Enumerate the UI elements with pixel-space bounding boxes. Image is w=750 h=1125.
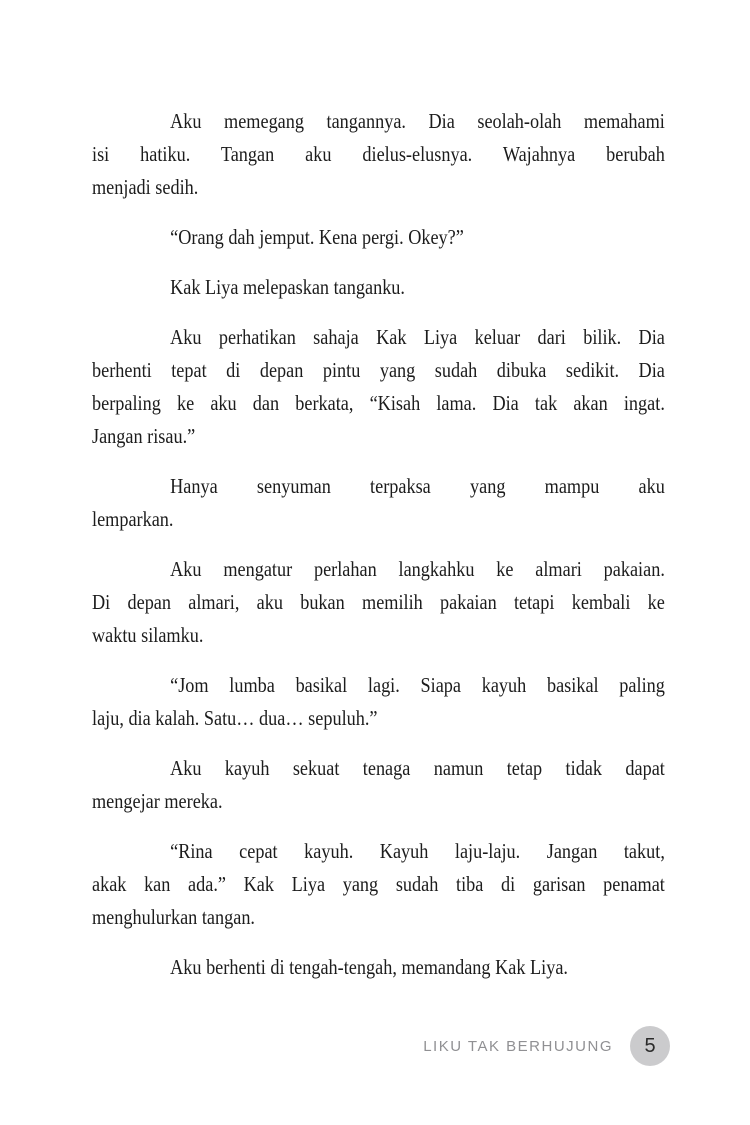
text-line: Di depan almari, aku bukan memilih pakaian tetapi kembali ke: [92, 590, 665, 614]
running-title: LIKU TAK BERHUJUNG: [423, 1037, 613, 1055]
text-line: berpaling ke aku dan berkata, “Kisah lama. Dia tak akan ingat.: [92, 391, 665, 415]
paragraph: [92, 669, 665, 735]
text-line: laju, dia kalah. Satu… dua… sepuluh.”: [92, 706, 378, 730]
text-line: Jangan risau.”: [92, 424, 196, 448]
text-line: Aku memegang tangannya. Dia seolah-olah memahami: [170, 109, 665, 133]
text-line: mengejar mereka.: [92, 789, 223, 813]
body-text: [92, 105, 665, 1001]
text-line: menjadi sedih.: [92, 175, 199, 199]
text-line: Kak Liya melepaskan tanganku.: [170, 275, 405, 299]
paragraph: [92, 221, 665, 254]
text-line: lemparkan.: [92, 507, 174, 531]
text-line: Aku berhenti di tengah-tengah, memandang Kak Liya.: [170, 955, 568, 979]
paragraph: [92, 835, 665, 934]
footer: [423, 1026, 670, 1066]
page-number: 5: [644, 1034, 656, 1057]
text-line: akak kan ada.” Kak Liya yang sudah tiba di garisan penamat: [92, 872, 665, 896]
text-line: Aku mengatur perlahan langkahku ke almari pakaian.: [170, 557, 665, 581]
paragraph: [92, 321, 665, 453]
page-number-badge: [630, 1026, 670, 1066]
text-line: berhenti tepat di depan pintu yang sudah dibuka sedikit. Dia: [92, 358, 665, 382]
paragraph: [92, 951, 665, 984]
text-line: menghulurkan tangan.: [92, 905, 255, 929]
paragraph: [92, 105, 665, 204]
text-line: Aku perhatikan sahaja Kak Liya keluar dari bilik. Dia: [170, 325, 665, 349]
text-line: “Jom lumba basikal lagi. Siapa kayuh basikal paling: [170, 673, 665, 697]
paragraph: [92, 752, 665, 818]
paragraph: [92, 470, 665, 536]
text-line: waktu silamku.: [92, 623, 204, 647]
text-line: Hanya senyuman terpaksa yang mampu aku: [170, 474, 665, 498]
text-line: “Rina cepat kayuh. Kayuh laju-laju. Jangan takut,: [170, 839, 665, 863]
text-line: “Orang dah jemput. Kena pergi. Okey?”: [170, 225, 464, 249]
paragraph: [92, 553, 665, 652]
text-line: isi hatiku. Tangan aku dielus-elusnya. Wajahnya berubah: [92, 142, 665, 166]
text-line: Aku kayuh sekuat tenaga namun tetap tidak dapat: [170, 756, 665, 780]
paragraph: [92, 271, 665, 304]
